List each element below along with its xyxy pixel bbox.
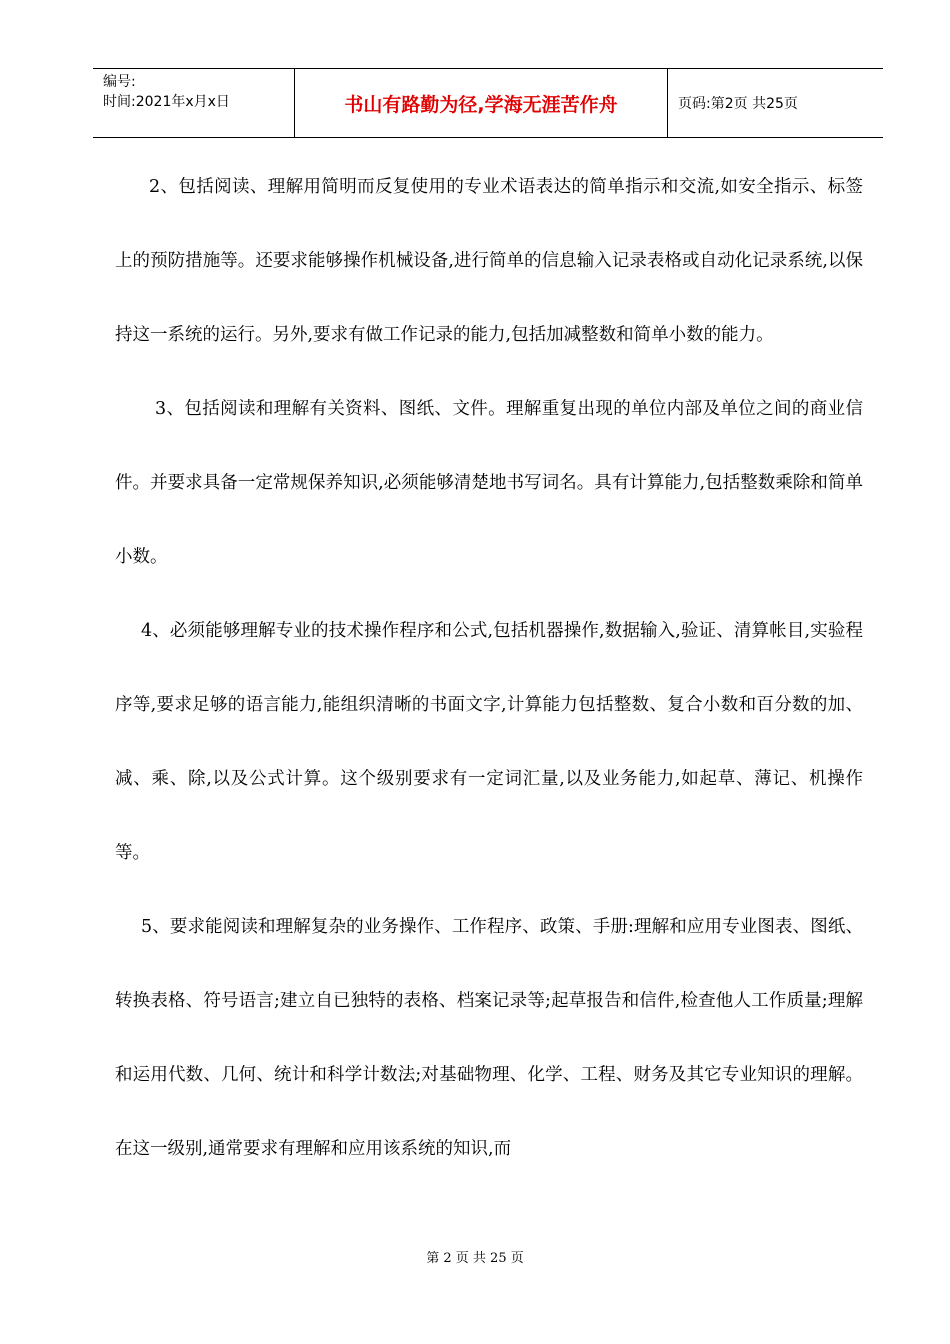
header-motto: 书山有路勤为径,学海无涯苦作舟 <box>295 69 668 137</box>
paragraph-5: 5、要求能阅读和理解复杂的业务操作、工作程序、政策、手册:理解和应用专业图表、图纸、转换表格、符号语言;建立自已独特的表格、档案记录等;起草报告和信件,检查他人工作质量;理解和运用代数、几何、统计和科学计数法;对基础物理、化学、工程、财务及其它专业知识的理解。在这一级别,通常要求有理解和应用该系统的知识,而 <box>115 917 863 1159</box>
page-footer: 第 2 页 共 25 页 <box>426 1251 524 1266</box>
header-page-info: 页码:第2页 共25页 <box>678 96 798 112</box>
document-body <box>115 150 863 1186</box>
paragraph-3: 3、包括阅读和理解有关资料、图纸、文件。理解重复出现的单位内部及单位之间的商业信件。并要求具备一定常规保养知识,必须能够清楚地书写词名。具有计算能力,包括整数乘除和简单小数。 <box>115 399 863 567</box>
page-header <box>93 68 883 138</box>
paragraph-2: 2、包括阅读、理解用简明而反复使用的专业术语表达的简单指示和交流,如安全指示、标签上的预防措施等。还要求能够操作机械设备,进行简单的信息输入记录表格或自动化记录系统,以保持这一系统的运行。另外,要求有做工作记录的能力,包括加减整数和简单小数的能力。 <box>115 177 863 345</box>
document-time: 时间:2021年x月x日 <box>103 94 230 110</box>
paragraph-4: 4、必须能够理解专业的技术操作程序和公式,包括机器操作,数据输入,验证、清算帐目,实验程序等,要求足够的语言能力,能组织清晰的书面文字,计算能力包括整数、复合小数和百分数的加、减、乘、除,以及公式计算。这个级别要求有一定词汇量,以及业务能力,如起草、薄记、机操作等。 <box>115 621 863 863</box>
header-meta <box>93 69 295 137</box>
document-number-label: 编号: <box>103 74 136 90</box>
